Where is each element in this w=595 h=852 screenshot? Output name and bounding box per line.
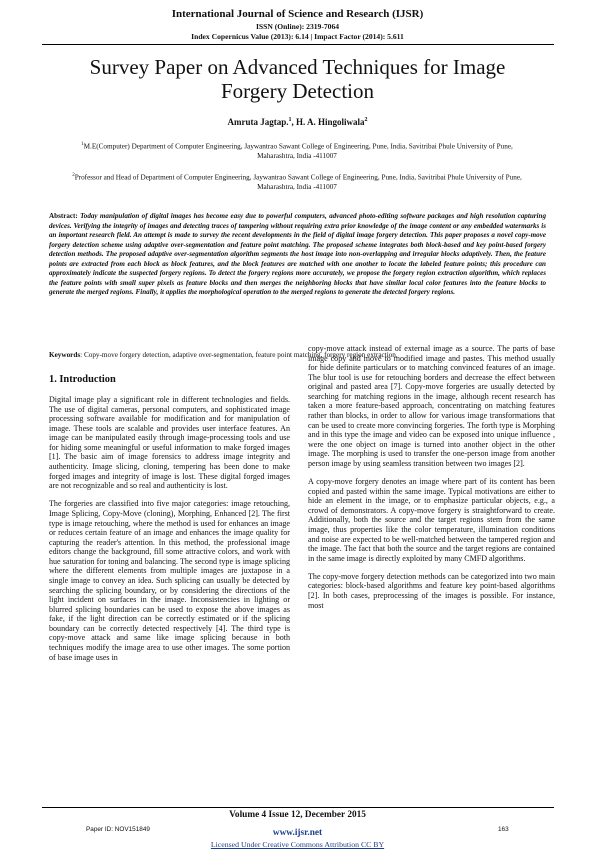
license-link[interactable]: Licensed Under Creative Commons Attribution CC BY: [210, 840, 385, 849]
footer-volume: Volume 4 Issue 12, December 2015: [229, 810, 366, 820]
affiliation-1-sup: 1: [81, 142, 84, 147]
journal-website-link[interactable]: www.ijsr.net: [272, 828, 323, 838]
author-2: H. A. Hingoliwala: [295, 117, 365, 127]
journal-name: International Journal of Science and Research (IJSR): [171, 8, 424, 20]
abstract-text: Today manipulation of digital images has become easy due to powerful computers, advanced photo-editing software packages and high resolution capturing devices. Verifying the integrity of images and detecting traces of tampering without requiring extra prior knowledge of the image content or any embedded watermarks is an important research field. An attempt is made to survey the recent developments in the field of digital image forgery detection. This paper proposes a novel copy-move forgery detection scheme using adaptive over-segmentation and feature point matching. The proposed scheme integrates both block-based and key point-based forgery detection methods. The proposed adaptive over-segmentation algorithm segments the host image into non-overlapping and irregular blocks adaptively. Then, the feature points are extracted from each block as block features, and the block features are matched with one another to locate the labeled feature points; this procedure can approximately indicate the suspected forgery regions. To detect the forgery regions more accurately, we propose the forgery region extraction algorithm, which replaces the feature points with small super pixels as feature blocks and then merges the neighboring blocks that have similar local color features into the feature blocks to generate the merged regions. Finally, it applies the morphological operation to the merged regions to generate the detected forgery regions.: [49, 212, 546, 297]
paper-title-line1: Survey Paper on Advanced Techniques for Image: [89, 55, 506, 79]
affiliation-2-sup: 2: [72, 173, 75, 178]
affiliation-1-text: M.E(Computer) Department of Computer Engineering, Jaywantrao Sawant College of Engineering, Pune, India, Savitribai Phule University of Pune, Maharashtra, India -411007: [83, 142, 513, 160]
author-line: [0, 117, 595, 127]
body-column-right: [308, 344, 555, 619]
index-line: Index Copernicus Value (2013): 6.14 | Impact Factor (2014): 5.611: [191, 32, 404, 41]
affiliation-2-text: Professor and Head of Department of Computer Engineering, Jaywantrao Sawant College of Engineering, Pune, India, Savitribai Phule University of Pune, Maharashtra, India -411007: [74, 173, 522, 191]
footer-rule: [42, 807, 554, 808]
paper-title-line2: Forgery Detection: [221, 79, 374, 103]
footer-license-wrap: [0, 834, 595, 852]
body-paragraph: copy-move attack instead of external image as a source. The parts of base image copy and move to modified image and pastes. This method usually for hide definite particulars or to matching convinced features of an image. The blur tool is use for retouching borders and decrease the effect between original and pasted area [7]. Copy-move forgeries are usually detected by searching for matching regions in the image, although recent research has taken a more feature-based approach, concentrating on matching features rather than blocks, in order to allow for various image transformations that can be used to create more convincing forgeries. The forth type is Morphing and in this type the image and video can be exposed into unique influence , were the one object on image is turned into another object in the other image. The morphing is used to transfer the one-person image from another person image by using seamless transition between two images [2].: [308, 344, 555, 468]
author-1-sup: 1: [288, 117, 292, 123]
author-1: Amruta Jagtap.: [227, 117, 289, 127]
body-paragraph: The forgeries are classified into five major categories: image retouching, Image Splicing, Copy-Move (cloning), Morphing, Enhanced [2]. The first type is image retouching, where the method is used for enhances an image or reduces certain feature of an image and enhances the image quality for capturing the reader's attention. In this method, the professional image editors change the background, fill some attractive colors, and work with hue saturation for toning and balancing. The second type is image splicing where the different elements from multiple images are juxtapose in a single image to convey an idea. Such splicing can usually be detected by searching the splicing boundary, or by considering the directions of the light incident on surfaces in the image. Inconsistencies in lighting or blurred splicing boundaries can be used to expose the above images as fake, if the light direction can be correctly estimated or if the splicing boundary can be correctly detected respectively [4]. The third type is copy-move attack and same like image splicing because in both techniques modify the image area to use other images. The some portion of base image uses in: [49, 499, 290, 662]
body-paragraph: A copy-move forgery denotes an image where part of its content has been copied and pasted within the same image. Typical motivations are either to hide an element in the image, or to emphasize particular objects, e.g., a crowd of demonstrators. A copy-move forgery is straightforward to create. Additionally, both the source and the target regions stem from the same image, thus properties like the color temperature, illumination conditions and noise are expected to be well-matched between the tampered region and the image. The fact that both the source and the target regions are contained in the same image is directly exploited by many CMFD algorithms.: [308, 477, 555, 563]
keywords-text: : Copy-move forgery detection, adaptive over-segmentation, feature point matching, forgery region extraction.: [80, 351, 398, 359]
section-heading-introduction: 1. Introduction: [49, 374, 116, 385]
affiliation-2: [62, 171, 532, 192]
body-column-left: [49, 395, 290, 671]
author-separator: ,: [291, 117, 296, 127]
body-paragraph: The copy-move forgery detection methods can be categorized into two main categories: block-based algorithms and feature key point-based algorithms [2]. In both cases, preprocessing of the images is possible. For instance, most: [308, 571, 555, 610]
keywords-label: Keywords: [49, 351, 81, 359]
paper-id: Paper ID: NOV151849: [86, 826, 150, 833]
body-paragraph: Digital image play a significant role in different technologies and fields. The use of digital cameras, personal computers, and sophisticated image processing software available for modification and for manipulation of image. These tools are scalable and provides user interface features. An image can be manipulated easily through image-processing tools and use for hiding some meaningful or useful information to make forged images [1]. The basic aim of image forensics to address image integrity and authenticity. Image slicing, cloning, tempering has been done to make forged images and integrity of image is lost. These digital forged images are not recognizable and so real and authenticity is lost.: [49, 395, 290, 491]
affiliation-1: [62, 140, 532, 161]
abstract: [49, 212, 546, 298]
page-number: 163: [498, 826, 509, 833]
header-rule: [42, 44, 554, 45]
author-2-sup: 2: [364, 117, 368, 123]
abstract-label: Abstract:: [49, 212, 78, 220]
issn-line: ISSN (Online): 2319-7064: [255, 22, 340, 31]
